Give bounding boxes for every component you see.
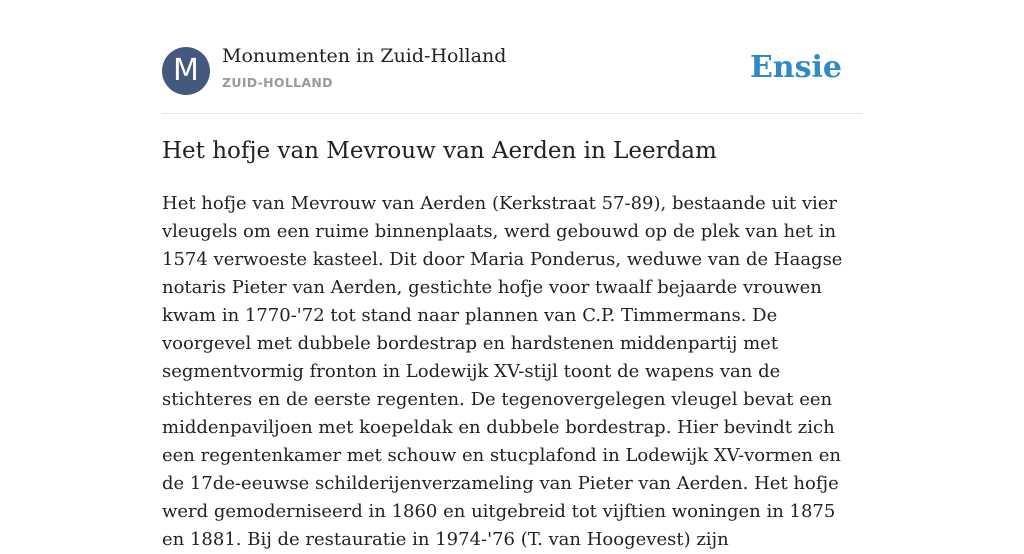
article-body: Het hofje van Mevrouw van Aerden (Kerkstraat 57-89), bestaande uit vier vleugels om een ruime binnenplaats, werd gebouwd op de plek van het in 1574 verwoeste kasteel. Dit door Maria Ponderus, weduwe van de Haagse notaris Pieter van Aerden, gestichte hofje voor twaalf bejaarde vrouwen kwam in 1770-'72 tot stand naar plannen van C.P. Timmermans. De voorgevel met dubbele bordestrap en hardstenen middenpartij met segmentvormig fronton in Lodewijk XV-stijl toont de wapens van de stichteres en de eerste regenten. De tegenovergelegen vleugel bevat een middenpaviljoen met koepeldak en dubbele bordestrap. Hier bevindt zich een regentenkamer met schouw en stucplafond in Lodewijk XV-vormen en de 17de-eeuwse schilderijenverzameling van Pieter van Aerden. Het hofje werd gemoderniseerd in 1860 en uitgebreid tot vijftien woningen in 1875 en 1881. Bij de restauratie in 1974-'76 (T. van Hoogevest) zijn bbox=[162, 193, 843, 550]
avatar[interactable]: M bbox=[162, 47, 210, 95]
source-subtitle: ZUID-HOLLAND bbox=[222, 75, 333, 90]
source-header bbox=[162, 0, 862, 114]
definition-card bbox=[162, 0, 862, 550]
ensie-logo[interactable]: Ensie bbox=[749, 50, 842, 85]
source-title[interactable]: Monumenten in Zuid-Holland bbox=[222, 45, 507, 67]
page-title: Het hofje van Mevrouw van Aerden in Leerdam bbox=[162, 138, 717, 164]
